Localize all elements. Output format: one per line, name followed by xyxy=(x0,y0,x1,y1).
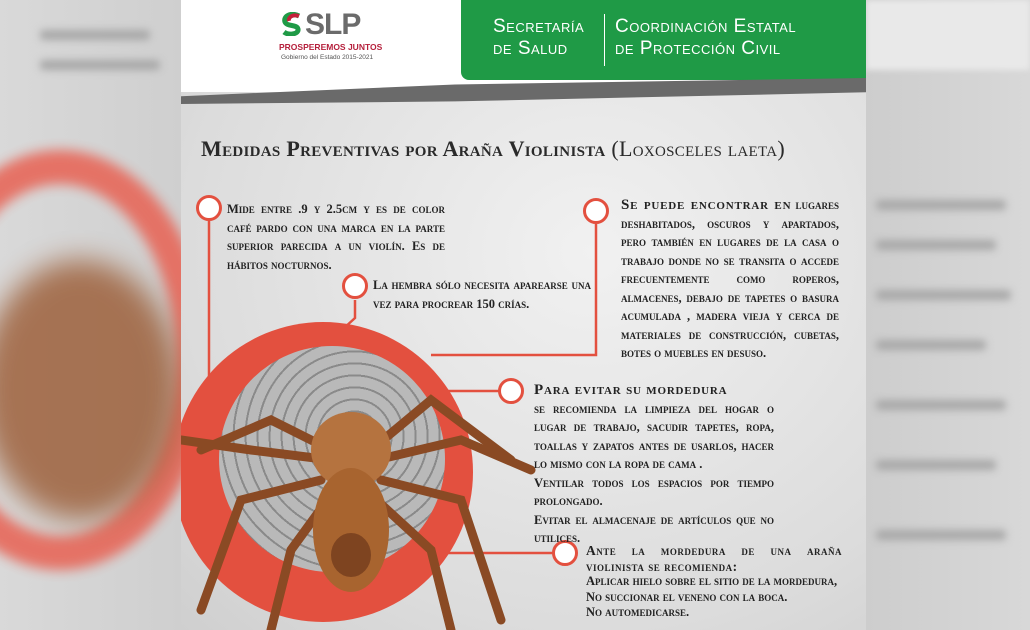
logo-subtitle: Gobierno del Estado 2015-2021 xyxy=(281,54,374,61)
fact-size-text: Mide entre .9 y 2.5cm y es de color café pardo con una marca en la parte superior parecida a un violín. Es de hábitos nocturnos. xyxy=(227,202,445,272)
fact-location-text: lugares deshabitados, oscuros y apartados, pero también en lugares de la casa o trabajo donde no se transita o accede frecuentemente como roperos, almacenes, debajo de tapetes o basura acumulada , madera vieja y cerca de materiales de construcción, cubetas, botes o muebles en desuso. xyxy=(621,198,839,360)
prevent-text-3: Evitar el almacenaje de artículos que no utilices. xyxy=(534,512,774,545)
logo-tagline: PROSPEREMOS JUNTOS xyxy=(279,42,383,52)
blurred-text xyxy=(40,30,150,40)
prevent-text-1: se recomienda la limpieza del hogar o lugar de trabajo, sacudir tapetes, ropa, toallas y zapatos antes de usarlos, hacer lo mismo con la ropa de cama . xyxy=(534,401,774,471)
blurred-text xyxy=(876,400,1006,410)
title-main: Medidas Preventivas por Araña Violinista xyxy=(201,136,606,161)
blurred-text xyxy=(876,530,1006,540)
blurred-background-right xyxy=(866,0,1030,630)
secretaria-line2: de Salud xyxy=(493,38,568,59)
fact-female-text: La hembra sólo necesita aparearse una vez para procrear 150 crías. xyxy=(373,278,591,311)
bite-text-3: No automedicarse. xyxy=(586,605,690,619)
bullet-female xyxy=(342,273,368,299)
blurred-text xyxy=(876,340,986,350)
bullet-size xyxy=(196,195,222,221)
spider-icon xyxy=(181,380,541,630)
bite-text-2: No succionar el veneno con la boca. xyxy=(586,589,788,604)
coordinacion-line1: Coordinación Estatal xyxy=(615,16,797,37)
bite-text-1: Aplicar hielo sobre el sitio de la mordedura, xyxy=(586,574,838,588)
bullet-location xyxy=(583,198,609,224)
blurred-text xyxy=(876,200,1006,210)
coordinacion-line2: de Protección Civil xyxy=(615,38,781,59)
logo-text: SLP xyxy=(305,8,361,41)
blurred-text xyxy=(876,290,1011,300)
blurred-text xyxy=(40,60,160,70)
title-scientific: (Loxosceles laeta) xyxy=(611,136,785,161)
bite-section xyxy=(586,543,842,621)
fact-location xyxy=(621,196,839,363)
prevent-heading: Para evitar su mordedura xyxy=(534,382,728,398)
blurred-background-left xyxy=(0,0,181,630)
fact-location-lead: Se puede encontrar en xyxy=(621,197,792,213)
prevent-text-2: Ventilar todos los espacios por tiempo prolongado. xyxy=(534,475,774,508)
bullet-prevent xyxy=(498,378,524,404)
poster xyxy=(181,0,866,630)
blurred-header xyxy=(866,0,1030,70)
prevent-section xyxy=(534,381,774,548)
blurred-text xyxy=(876,460,996,470)
blurred-text xyxy=(876,240,996,250)
fact-female xyxy=(373,276,591,313)
bite-heading: Ante la mordedura de una araña violinista se recomienda: xyxy=(586,543,842,574)
secretaria-line1: Secretaría xyxy=(493,16,585,37)
fact-size xyxy=(227,200,445,274)
